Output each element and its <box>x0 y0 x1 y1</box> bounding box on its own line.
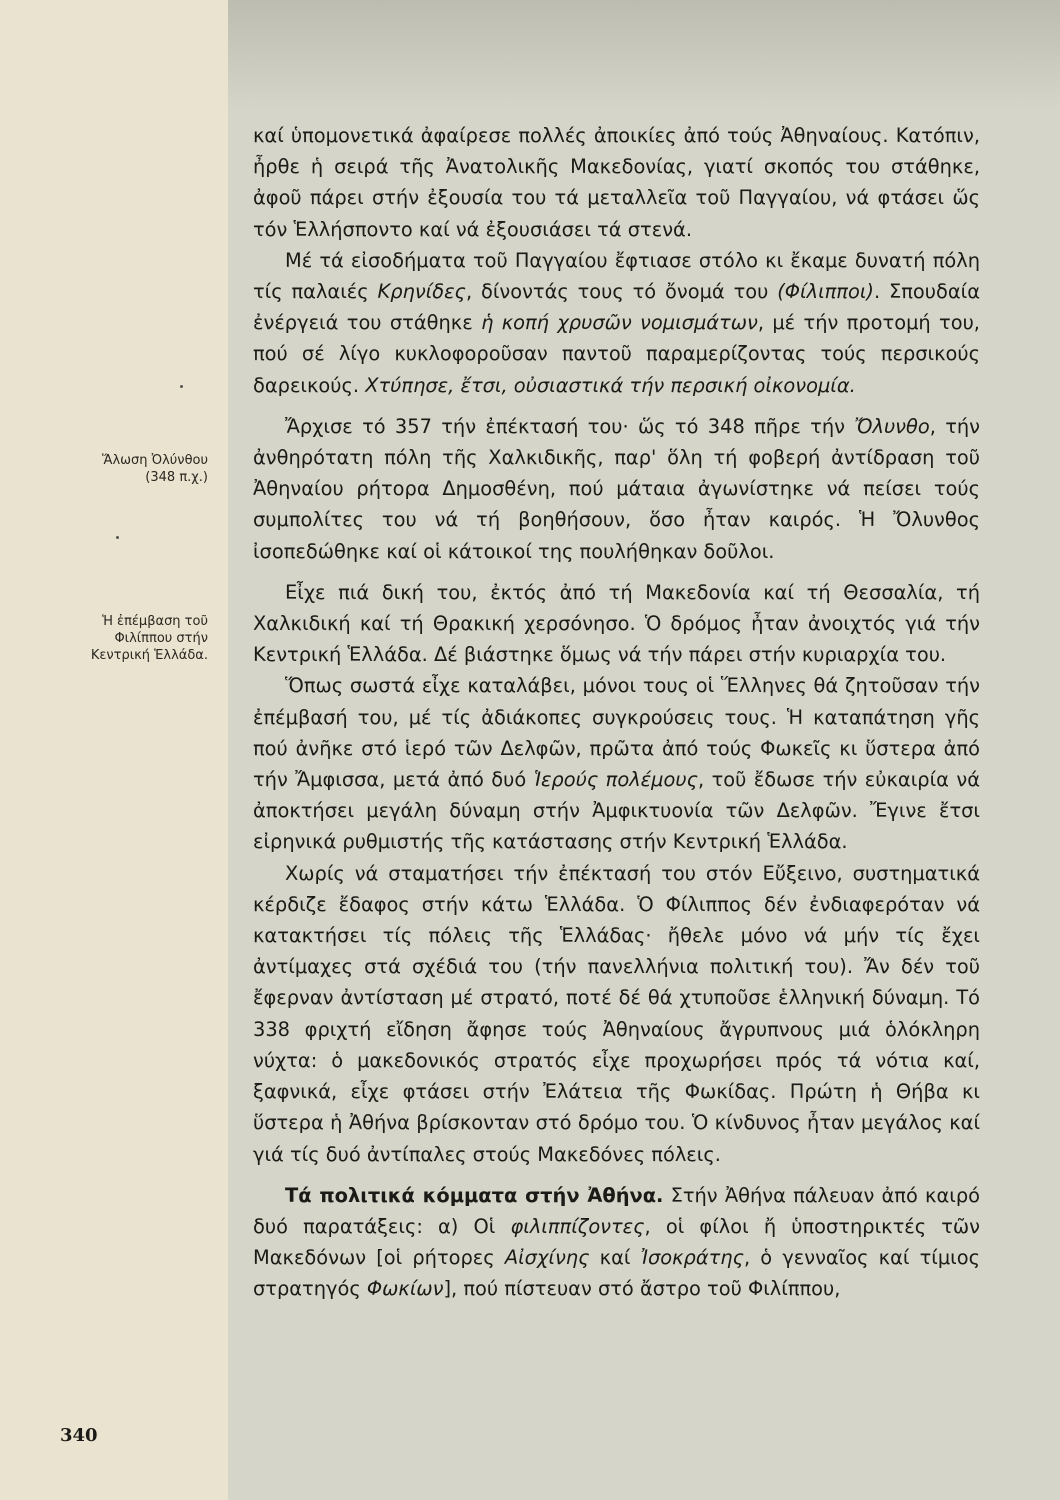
italic-run: Χτύπησε, ἔτσι, οὐσιαστικά τήν περσική οἰκονομία. <box>365 373 856 397</box>
paragraph-4: Εἶχε πιά δική του, ἐκτός ἀπό τή Μακεδονία καί τή Θεσσαλία, τή Χαλκιδική καί τή Θρακική χερσόνησο. Ὁ δρόμος ἦταν ἀνοιχτός γιά τήν Κεντρική Ἑλλάδα. Δέ βιάστηκε ὅμως νά τήν πάρει στήν κυριαρχία του. <box>253 580 980 667</box>
paragraph-3 <box>253 411 980 567</box>
italic-run: Κρηνίδες <box>377 280 466 304</box>
italic-run: φιλιππίζοντες <box>510 1214 645 1238</box>
speck <box>180 385 183 388</box>
text-run: , τοῦ ἔδωσε τήν εὐκαιρία νά ἀποκτήσει μεγάλη δύναμη στήν Ἀμφικτυονία τῶν Δελφῶν. Ἔγινε ἔτσι εἰρηνικά ρυθμιστής τῆς κατάστασης στήν Κεντρική Ἑλλάδα. <box>253 768 980 854</box>
page-number: 340 <box>60 1425 98 1446</box>
speck <box>116 536 119 539</box>
italic-run: Ἱερούς πολέμους <box>533 768 698 792</box>
top-shade <box>228 0 1060 110</box>
text-run: Μέ τά εἰσοδήματα τοῦ Παγγαίου ἔφτιασε στόλο κι ἔκαμε δυνατή πόλη τίς παλαιές <box>253 248 980 304</box>
text-run: , δίνοντάς τους τό ὄνομά του <box>465 280 778 304</box>
main-text <box>253 120 980 1305</box>
margin-note-line: Κεντρική Ἑλλάδα. <box>90 648 208 663</box>
paragraph-1: καί ὑπομονετικά ἀφαίρεσε πολλές ἀποικίες ἀπό τούς Ἀθηναίους. Κατόπιν, ἦρθε ἡ σειρά τῆς Ἀνατολικῆς Μακεδονίας, γιατί σκοπός του στάθηκε, ἀφοῦ πάρει στήν ἐξουσία του τά μεταλλεῖα τοῦ Παγγαίου, νά φτάσει ὥς τόν Ἑλλήσποντο καί νά ἐξουσιάσει τά στενά. <box>253 124 980 241</box>
text-run: καί <box>589 1246 641 1270</box>
italic-run: Αἰσχίνης <box>504 1246 590 1270</box>
margin-note-line: Ἅλωση Ὀλύνθου <box>102 453 208 468</box>
section-heading: Τά πολιτικά κόμματα στήν Ἀθήνα. <box>285 1183 664 1207</box>
italic-run: Φωκίων <box>366 1277 444 1301</box>
italic-run: ἡ κοπή χρυσῶν νομισμάτων <box>481 311 758 335</box>
text-run: , μέ τήν προτομή του, πού σέ λίγο κυκλοφοροῦσαν παντοῦ παραμερίζοντας τούς περσικούς δαρεικούς. <box>253 311 980 397</box>
margin-note-line: Ἡ ἐπέμβαση τοῦ <box>102 614 208 629</box>
text-run: , ὁ γενναῖος καί τίμιος στρατηγός <box>253 1246 980 1301</box>
text-run: . Σπουδαία ἐνέργειά του στάθηκε <box>253 280 980 335</box>
text-run: Στήν Ἀθήνα πάλευαν ἀπό καιρό δυό παρατάξεις: α) Οἱ <box>253 1183 980 1238</box>
margin-note-intervention <box>40 613 208 664</box>
text-run: ], πού πίστευαν στό ἄστρο τοῦ Φιλίππου, <box>443 1277 841 1301</box>
text-run: , οἱ φίλοι ἤ ὑποστηρικτές τῶν Μακεδόνων [οἱ ρήτορες <box>253 1214 980 1270</box>
margin-note-olynthus <box>40 452 208 486</box>
text-run: Ὅπως σωστά εἶχε καταλάβει, μόνοι τους οἱ Ἕλληνες θά ζητοῦσαν τήν ἐπέμβασή του, μέ τίς ἀδιάκοπες συγκρούσεις τους. Ἡ καταπάτηση γῆς πού ἀνῆκε στό ἱερό τῶν Δελφῶν, πρῶτα ἀπό τούς Φωκεῖς κι ὕστερα ἀπό τήν Ἄμφισσα, μετά ἀπό δυό <box>253 674 980 792</box>
margin-note-line: (348 π.χ.) <box>145 470 208 485</box>
text-run: Ἄρχισε τό 357 τήν ἐπέκτασή του· ὥς τό 348 πῆρε τήν <box>285 414 855 438</box>
paragraph-6: Χωρίς νά σταματήσει τήν ἐπέκτασή του στόν Εὔξεινο, συστηματικά κέρδιζε ἔδαφος στήν κάτω Ἑλλάδα. Ὁ Φίλιππος δέν ἐνδιαφερόταν νά κατακτήσει τίς πόλεις τῆς Ἑλλάδας· ἤθελε μόνο νά μήν τίς ἔχει ἀντίμαχες στά σχέδιά του (τήν πανελλήνια πολιτική του). Ἄν δέν τοῦ ἔφερναν ἀντίσταση μέ στρατό, ποτέ δέ θά χτυποῦσε ἑλληνική δύναμη. Τό 338 φριχτή εἴδηση ἄφησε τούς Ἀθηναίους ἄγρυπνους μιά ὁλόκληρη νύχτα: ὁ μακεδονικός στρατός εἶχε προχωρήσει πρός τά νότια καί, ξαφνικά, εἶχε φτάσει στήν Ἐλάτεια τῆς Φωκίδας. Πρώτη ἡ Θήβα κι ὕστερα ἡ Ἀθήνα βρίσκονταν στό δρόμο του. Ὁ κίνδυνος ἦταν μεγάλος καί γιά τίς δυό ἀντίπαλες στούς Μακεδόνες πόλεις. <box>253 861 980 1166</box>
italic-run: Ἰσοκράτης <box>640 1246 744 1270</box>
paragraph-2 <box>253 245 980 401</box>
paragraph-7 <box>253 1180 980 1305</box>
text-run: , τήν ἀνθηρότατη πόλη τῆς Χαλκιδικῆς, παρ' ὅλη τή φοβερή ἀντίδραση τοῦ Ἀθηναίου ρήτορα Δημοσθένη, πού μάταια ἀγωνίστηκε νά πείσει τούς συμπολίτες του νά τή βοηθήσουν, ὅσο ἦταν καιρός. Ἡ Ὄλυνθος ἰσοπεδώθηκε καί οἱ κάτοικοί της πουλήθηκαν δοῦλοι. <box>253 414 981 563</box>
paragraph-5 <box>253 670 980 857</box>
margin-note-line: Φιλίππου στήν <box>114 631 208 646</box>
italic-run: Ὄλυνθο <box>854 414 930 438</box>
italic-run: (Φίλιπποι) <box>777 280 874 304</box>
